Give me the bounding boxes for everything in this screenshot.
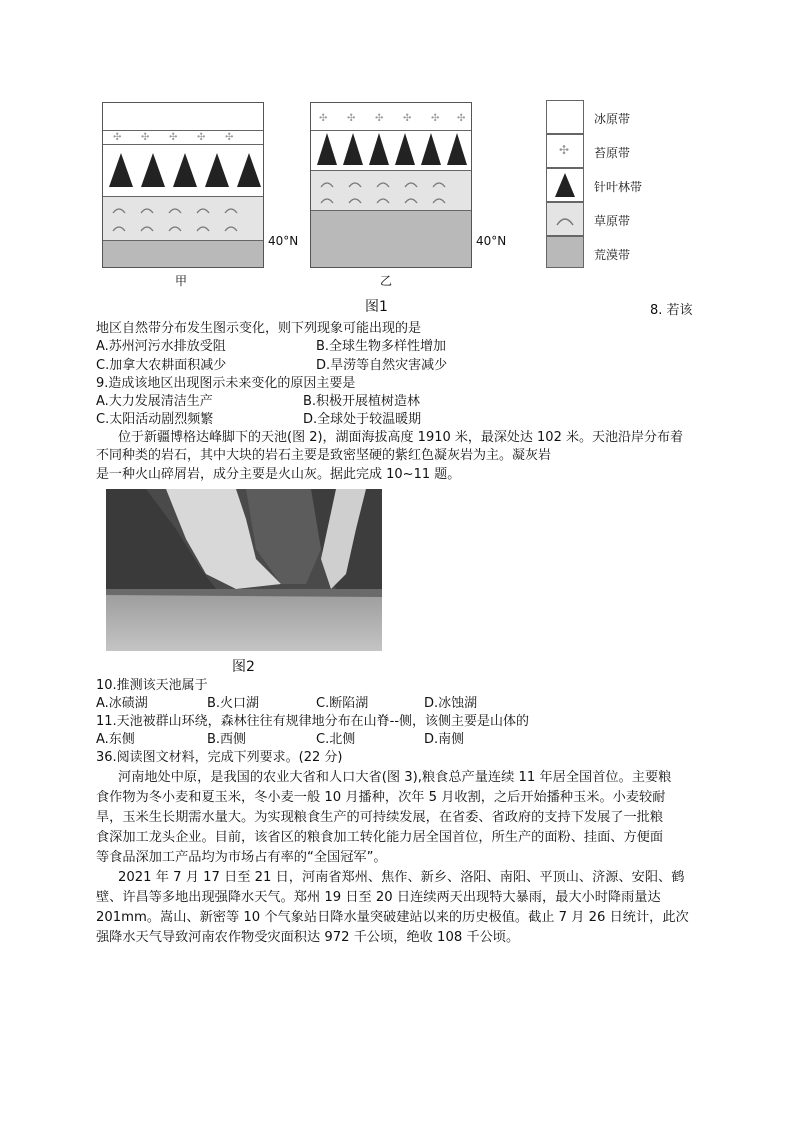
zone-symbols-yi [311,103,471,267]
passage-line-2: 不同种类的岩石，其中大块的岩石主要是致密坚硬的紫红色凝灰岩为主。凝灰岩 [96,448,552,463]
legend-label-forest: 针叶林带 [594,180,643,194]
q8-stem: 地区自然带分布发生图示变化，则下列现象可能出现的是 [96,321,422,336]
figure-2-caption: 图2 [232,659,255,675]
svg-text:✣: ✣ [225,132,234,143]
q11-stem: 11.天池被群山环绕，森林往往有规律地分布在山脊--侧，该侧主要是山体的 [96,714,530,729]
svg-text:✣: ✣ [403,113,412,124]
column-label-yi: 乙 [380,274,393,288]
zone-column-yi [310,102,472,268]
svg-text:✣: ✣ [169,132,178,143]
legend-desert-swatch [546,236,584,268]
q36-para2-line3: 201mm。嵩山、新密等 10 个气象站日降水量突破建站以来的历史极值。截止 7 月 26 日统计，此次 [96,910,689,925]
figure-1-caption: 图1 [365,299,388,315]
legend-label-tundra: 苔原带 [594,146,631,160]
legend-label-grassland: 草原带 [594,214,631,228]
zone-column-jia [102,102,264,268]
tianchi-lake-photo [106,489,382,651]
q10-option-a: A.冰碛湖 [96,696,148,711]
q9-option-b: B.积极开展植树造林 [303,394,421,409]
q36-para1-line1: 河南地处中原，是我国的农业大省和人口大省(图 3),粮食总产量连续 11 年居全国首位。主要粮 [118,770,672,785]
legend-tundra-swatch: ✣ [546,134,584,168]
q36-para1-line3: 旱，玉米生长期需水量大。为实现粮食生产的可持续发展，在省委、省政府的支持下发展了一批粮 [96,810,664,825]
q9-option-a: A.大力发展清洁生产 [96,394,213,409]
q9-stem: 9.造成该地区出现图示未来变化的原因主要是 [96,376,356,391]
passage-line-1: 位于新疆博格达峰脚下的天池(图 2)，湖面海拔高度 1910 米，最深处达 102 米。天池沿岸分布着 [118,430,683,445]
tianchi-lake-illustration [106,489,382,651]
svg-text:✣: ✣ [375,113,384,124]
q10-option-d: D.冰蚀湖 [424,696,478,711]
q10-option-b: B.火口湖 [207,696,260,711]
q36-para1-line4: 食深加工龙头企业。目前，该省区的粮食加工转化能力居全国首位，所生产的面粉、挂面、方便面 [96,830,664,845]
q8-option-b: B.全球生物多样性增加 [316,339,447,354]
legend-grassland-swatch [546,202,584,236]
q10-stem: 10.推测该天池属于 [96,678,208,693]
q36-para2-line1: 2021 年 7 月 17 日至 21 日，河南省郑州、焦作、新乡、洛阳、南阳、平顶山、济源、安阳、鹤 [118,870,685,885]
q11-option-c: C.北侧 [316,732,356,747]
legend-ice-swatch [546,100,584,134]
zone-symbols-jia [103,103,263,267]
q8-stem-start: 8. 若该 [650,303,693,318]
svg-text:✣: ✣ [319,113,328,124]
svg-text:✣: ✣ [141,132,150,143]
q11-option-a: A.东侧 [96,732,135,747]
legend-label-desert: 荒漠带 [594,248,631,262]
svg-text:✣: ✣ [431,113,440,124]
q10-option-c: C.断陷湖 [316,696,369,711]
svg-text:✣: ✣ [113,132,122,143]
latitude-label-yi: 40°N [476,234,507,248]
passage-line-3: 是一种火山碎屑岩，成分主要是火山灰。据此完成 10~11 题。 [96,467,461,482]
q8-option-c: C.加拿大农耕面积减少 [96,358,227,373]
q9-option-c: C.太阳活动剧烈频繁 [96,412,214,427]
svg-text:✣: ✣ [197,132,206,143]
svg-text:✣: ✣ [457,113,466,124]
q11-option-d: D.南侧 [424,732,465,747]
q36-stem: 36.阅读图文材料，完成下列要求。(22 分) [96,750,343,765]
q9-option-d: D.全球处于较温暖期 [303,412,422,427]
latitude-label-jia: 40°N [268,234,299,248]
q36-para2-line2: 壁、许昌等多地出现强降水天气。郑州 19 日至 20 日连续两天出现特大暴雨，最大小时降雨量达 [96,890,661,905]
column-label-jia: 甲 [175,274,188,288]
q8-option-d: D.旱涝等自然灾害减少 [316,358,448,373]
legend-forest-swatch [546,168,584,202]
q36-para1-line5: 等食品深加工产品均为市场占有率的“全国冠军”。 [96,850,387,865]
legend-label-ice: 冰原带 [594,112,631,126]
q36-para2-line4: 强降水天气导致河南农作物受灾面积达 972 千公顷，绝收 108 千公顷。 [96,930,520,945]
q36-para1-line2: 食作物为冬小麦和夏玉米，冬小麦一般 10 月播种，次年 5 月收割，之后开始播种玉米。小麦较耐 [96,790,666,805]
q8-option-a: A.苏州河污水排放受阻 [96,339,226,354]
svg-text:✣: ✣ [347,113,356,124]
q11-option-b: B.西侧 [207,732,247,747]
